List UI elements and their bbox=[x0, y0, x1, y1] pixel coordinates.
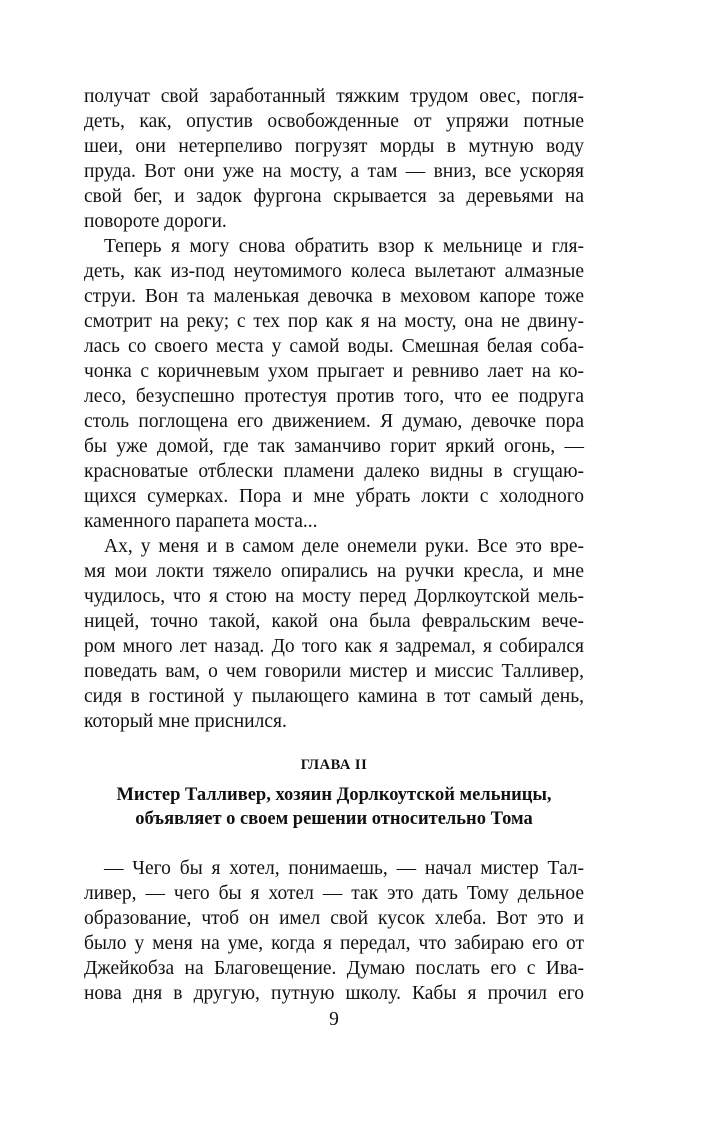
text-line: деть, как, опустив освобожденные от упряжи потные bbox=[84, 111, 584, 132]
chapter-text bbox=[84, 856, 584, 1006]
text-line: ром много лет назад. До того как я задремал, я собирался bbox=[84, 636, 584, 657]
text-line: было у меня на уме, когда я передал, что забираю его от bbox=[84, 933, 584, 954]
chapter-title-line-1: Мистер Талливер, хозяин Дорлкоутской мельницы, bbox=[116, 785, 552, 805]
text-line: сидя в гостиной у пылающего камина в тот самый день, bbox=[84, 686, 584, 707]
text-line: ливер, — чего бы я хотел — так это дать Тому дельное bbox=[84, 883, 584, 904]
chapter-title-line-2: объявляет о своем решении относительно Тома bbox=[135, 809, 533, 829]
text-line: свой бег, и задок фургона скрывается за деревьями на bbox=[84, 186, 584, 207]
page-number: 9 bbox=[329, 1009, 339, 1030]
text-line: Теперь я могу снова обратить взор к мельнице и гля- bbox=[104, 236, 584, 257]
text-line: нова дня в другую, путную школу. Кабы я прочил его bbox=[84, 983, 584, 1004]
text-line: Джейкобза на Благовещение. Думаю послать его с Ива- bbox=[84, 958, 584, 979]
text-line: — Чего бы я хотел, понимаешь, — начал мистер Тал- bbox=[104, 858, 584, 879]
text-line: лесо, безуспешно протестуя против того, что ее подруга bbox=[84, 386, 584, 407]
chapter-label: ГЛАВА II bbox=[300, 757, 368, 773]
text-line: красноватые отблески пламени далеко видны в сгущаю- bbox=[84, 461, 584, 482]
body-text bbox=[84, 84, 584, 734]
text-line: столь поглощена его движением. Я думаю, девочке пора bbox=[84, 411, 584, 432]
text-line: который мне приснился. bbox=[84, 711, 287, 732]
text-line: струи. Вон та маленькая девочка в меховом капоре тоже bbox=[84, 286, 584, 307]
text-line: лась со своего места у самой воды. Смешная белая соба- bbox=[84, 336, 584, 357]
text-line: образование, чтоб он имел свой кусок хлеба. Вот это и bbox=[84, 908, 584, 929]
text-line: чонка с коричневым ухом прыгает и ревниво лает на ко- bbox=[84, 361, 584, 382]
text-line: шеи, они нетерпеливо погрузят морды в мутную воду bbox=[84, 136, 584, 157]
text-line: поведать вам, о чем говорили мистер и миссис Талливер, bbox=[84, 661, 584, 682]
text-line: бы уже домой, где так заманчиво горит яркий огонь, — bbox=[84, 436, 584, 457]
text-line: пруда. Вот они уже на мосту, а там — вниз, все ускоряя bbox=[84, 161, 584, 182]
text-line: чудилось, что я стою на мосту перед Дорлкоутской мель- bbox=[84, 586, 584, 607]
text-line: каменного парапета моста... bbox=[84, 511, 318, 532]
text-line: Ах, у меня и в самом деле онемели руки. Все это вре- bbox=[104, 536, 584, 557]
text-line: получат свой заработанный тяжким трудом овес, погля- bbox=[84, 86, 584, 107]
chapter-title bbox=[84, 783, 584, 831]
text-line: повороте дороги. bbox=[84, 211, 227, 232]
text-line: смотрит на реку; с тех пор как я на мосту, она не двину- bbox=[84, 311, 584, 332]
text-line: мя мои локти тяжело опирались на ручки кресла, и мне bbox=[84, 561, 584, 582]
text-line: деть, как из-под неутомимого колеса вылетают алмазные bbox=[84, 261, 584, 282]
text-line: ницей, точно такой, какой она была февральским вече- bbox=[84, 611, 584, 632]
text-line: щихся сумерках. Пора и мне убрать локти с холодного bbox=[84, 486, 584, 507]
